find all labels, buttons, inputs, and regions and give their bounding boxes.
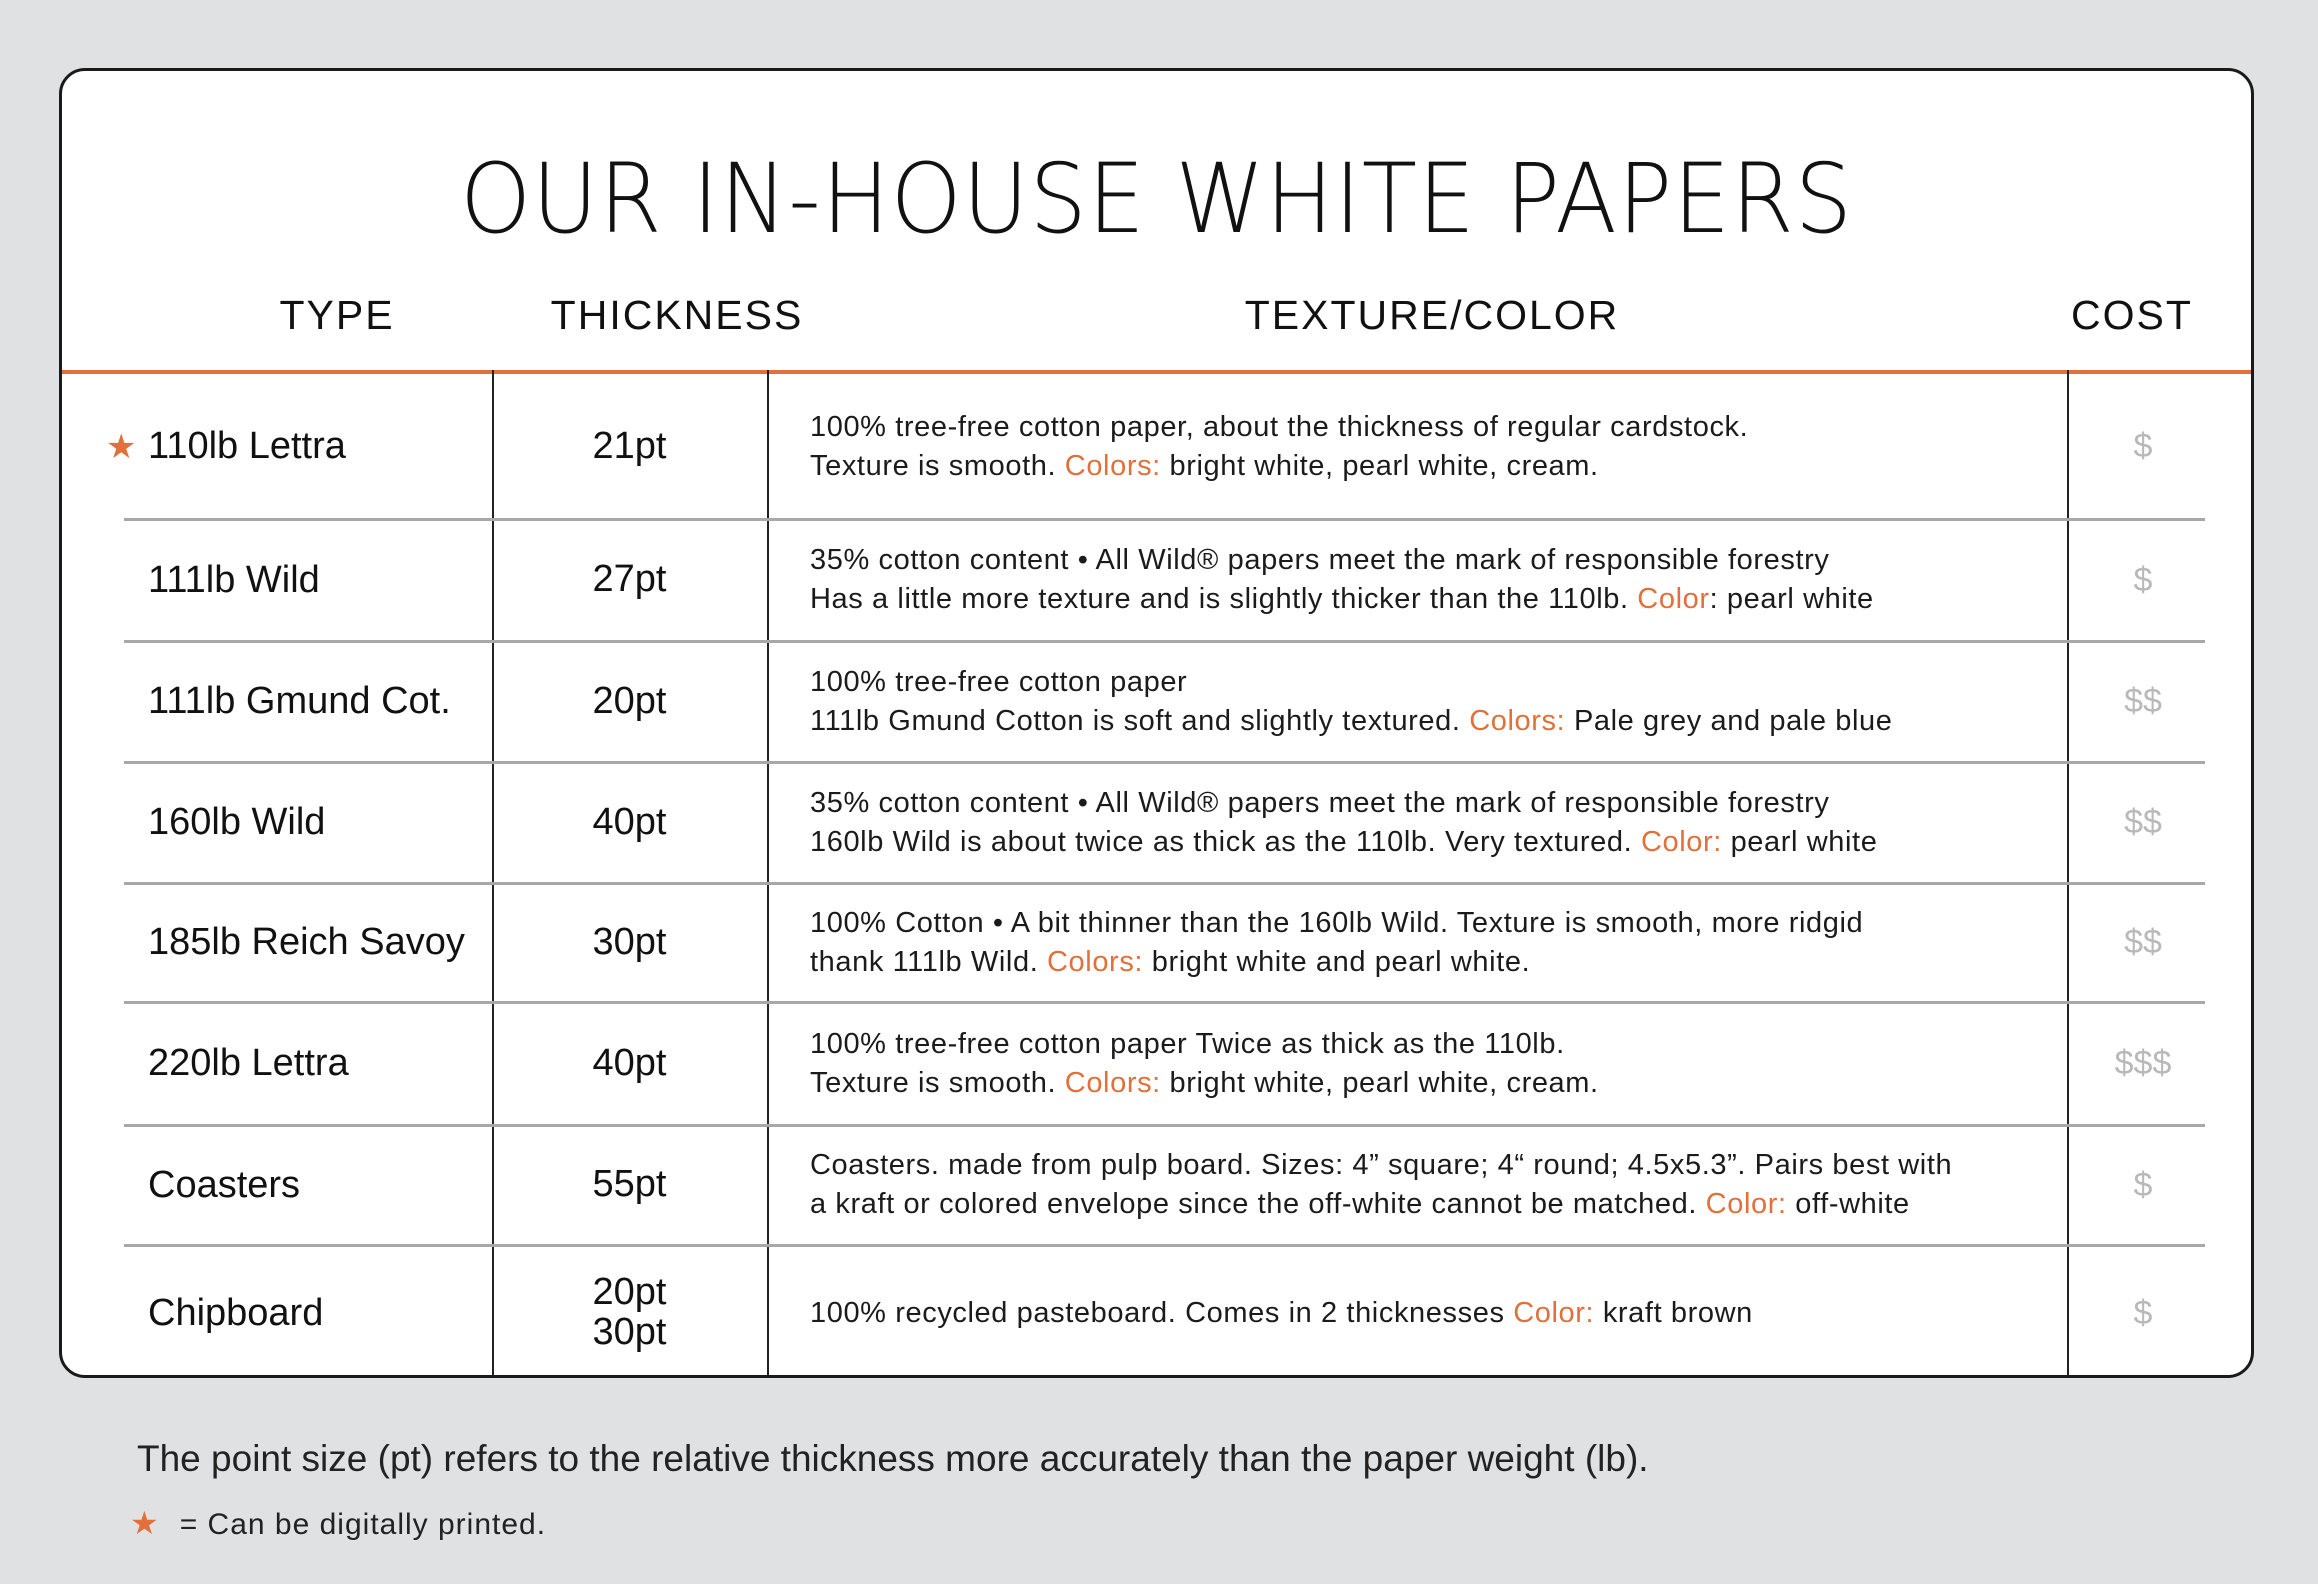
cost-value: $: [2133, 560, 2153, 599]
texture-line: [810, 447, 1748, 486]
texture-text: [810, 1025, 1599, 1103]
texture-text-part: 160lb Wild is about twice as thick as the 110lb. Very textured.: [810, 825, 1641, 858]
cost-value: $$: [2124, 923, 2162, 961]
paper-type: 110lb Lettra: [148, 425, 346, 467]
thickness-cell: [492, 641, 767, 762]
thickness-value: 27pt: [592, 558, 667, 601]
texture-text: [810, 1146, 1952, 1224]
texture-line: [810, 1185, 1952, 1224]
cost-cell: [2069, 1125, 2217, 1245]
legend: [130, 1504, 546, 1542]
paper-type: 220lb Lettra: [148, 1042, 349, 1084]
color-values: bright white, pearl white, cream.: [1160, 1066, 1599, 1099]
texture-text: [810, 784, 1877, 862]
color-values: : pearl white: [1709, 583, 1874, 615]
texture-text-part: 111lb Gmund Cotton is soft and slightly textured.: [810, 704, 1470, 737]
texture-text: [810, 408, 1748, 486]
texture-cell: [810, 374, 2060, 519]
paper-type: 111lb Gmund Cot.: [148, 680, 451, 722]
texture-cell: [810, 641, 2060, 762]
texture-text: [810, 904, 1863, 982]
cost-cell: [2069, 641, 2217, 762]
thickness-value: 40pt: [592, 1041, 667, 1084]
color-label: Colors:: [1064, 449, 1161, 482]
cost-value: $: [2133, 427, 2153, 465]
thickness-value: 40pt: [592, 800, 667, 843]
texture-line: [810, 580, 1874, 619]
texture-line: [810, 1294, 1753, 1333]
legend-text: = Can be digitally printed.: [179, 1508, 547, 1541]
thickness-cell: [492, 374, 767, 519]
type-cell: [62, 519, 492, 641]
color-label: Colors:: [1469, 704, 1566, 737]
type-cell: [62, 762, 492, 883]
type-cell: [62, 883, 492, 1002]
color-values: kraft brown: [1594, 1296, 1753, 1329]
texture-cell: [810, 762, 2060, 883]
color-label: Color:: [1513, 1296, 1595, 1329]
texture-cell: [810, 519, 2060, 641]
texture-line: 100% tree-free cotton paper: [810, 665, 1188, 698]
texture-text-part: a kraft or colored envelope since the off-white cannot be matched.: [810, 1188, 1706, 1220]
texture-text: [810, 1294, 1753, 1333]
texture-cell: [810, 883, 2060, 1002]
texture-text-part: 100% recycled pasteboard. Comes in 2 thicknesses: [810, 1296, 1514, 1329]
header-thickness: THICKNESS: [550, 292, 804, 338]
type-cell: [62, 1245, 492, 1378]
thickness-cell: [492, 1125, 767, 1245]
texture-text-part: thank 111lb Wild.: [810, 945, 1048, 978]
type-cell: [62, 1125, 492, 1245]
paper-table-card: [59, 68, 2254, 1378]
texture-line: 100% tree-free cotton paper, about the thickness of regular cardstock.: [810, 410, 1749, 443]
type-cell: [62, 1002, 492, 1125]
paper-type: 160lb Wild: [148, 801, 326, 843]
header-texture-color: TEXTURE/COLOR: [1244, 292, 1620, 338]
texture-line: [810, 943, 1863, 982]
thickness-cell: [492, 1245, 767, 1378]
texture-cell: [810, 1125, 2060, 1245]
type-cell: [62, 641, 492, 762]
texture-line: [810, 823, 1877, 862]
texture-text-part: Texture is smooth.: [810, 1066, 1065, 1099]
header-cost: COST: [2071, 292, 2193, 338]
thickness-cell: [492, 762, 767, 883]
paper-type: 111lb Wild: [148, 558, 320, 601]
color-values: pearl white: [1721, 825, 1878, 858]
cost-value: $: [2133, 1293, 2153, 1332]
texture-text: [810, 541, 1874, 619]
color-values: Pale grey and pale blue: [1565, 704, 1893, 737]
footnote: The point size (pt) refers to the relative thickness more accurately than the paper weight (lb).: [137, 1438, 1649, 1479]
thickness-value: 30pt: [592, 920, 667, 963]
cost-value: $$: [2124, 682, 2162, 720]
cost-cell: [2069, 1002, 2217, 1125]
texture-text-part: Texture is smooth.: [810, 449, 1065, 482]
paper-type: 185lb Reich Savoy: [148, 921, 465, 963]
paper-type: Chipboard: [148, 1291, 324, 1334]
thickness-value: 55pt: [592, 1163, 667, 1206]
texture-cell: [810, 1002, 2060, 1125]
paper-type: Coasters: [148, 1163, 301, 1206]
texture-text: [810, 663, 1892, 741]
cost-cell: [2069, 883, 2217, 1002]
thickness-value: 30pt: [592, 1311, 667, 1353]
texture-line: 100% Cotton • A bit thinner than the 160lb Wild. Texture is smooth, more ridgid: [810, 906, 1864, 939]
color-label: Color: [1637, 583, 1710, 615]
texture-line: [810, 1064, 1599, 1103]
star-icon: ★: [130, 1505, 160, 1541]
cost-value: $$: [2124, 803, 2162, 841]
color-values: off-white: [1786, 1188, 1910, 1220]
star-icon: ★: [106, 427, 137, 466]
cost-cell: [2069, 762, 2217, 883]
texture-line: 35% cotton content • All Wild® papers meet the mark of responsible forestry: [810, 544, 1830, 576]
thickness-cell: [492, 519, 767, 641]
color-label: Color:: [1640, 825, 1722, 858]
color-values: bright white and pearl white.: [1143, 945, 1531, 978]
cost-cell: [2069, 1245, 2217, 1378]
thickness-value: 20pt: [592, 1271, 667, 1314]
color-label: Color:: [1705, 1188, 1787, 1220]
cost-cell: [2069, 519, 2217, 641]
texture-cell: [810, 1245, 2060, 1378]
cost-value: $$$: [2114, 1044, 2172, 1082]
thickness-value: 21pt: [592, 424, 667, 467]
texture-line: [810, 702, 1892, 741]
thickness-cell: [492, 883, 767, 1002]
texture-line: Coasters. made from pulp board. Sizes: 4” square; 4“ round; 4.5x5.3”. Pairs best with: [810, 1149, 1953, 1181]
color-label: Colors:: [1047, 945, 1144, 978]
color-values: bright white, pearl white, cream.: [1160, 449, 1599, 482]
texture-line: 100% tree-free cotton paper Twice as thick as the 110lb.: [810, 1027, 1565, 1060]
header-type: TYPE: [279, 292, 395, 338]
texture-text-part: Has a little more texture and is slightly thicker than the 110lb.: [810, 583, 1638, 615]
texture-line: 35% cotton content • All Wild® papers meet the mark of responsible forestry: [810, 786, 1830, 819]
page-title: OUR IN-HOUSE WHITE PAPERS: [460, 143, 1853, 255]
cost-value: $: [2133, 1165, 2153, 1204]
cost-cell: [2069, 374, 2217, 519]
type-cell: [62, 374, 492, 519]
color-label: Colors:: [1064, 1066, 1161, 1099]
thickness-cell: [492, 1002, 767, 1125]
thickness-value: 20pt: [592, 679, 667, 722]
